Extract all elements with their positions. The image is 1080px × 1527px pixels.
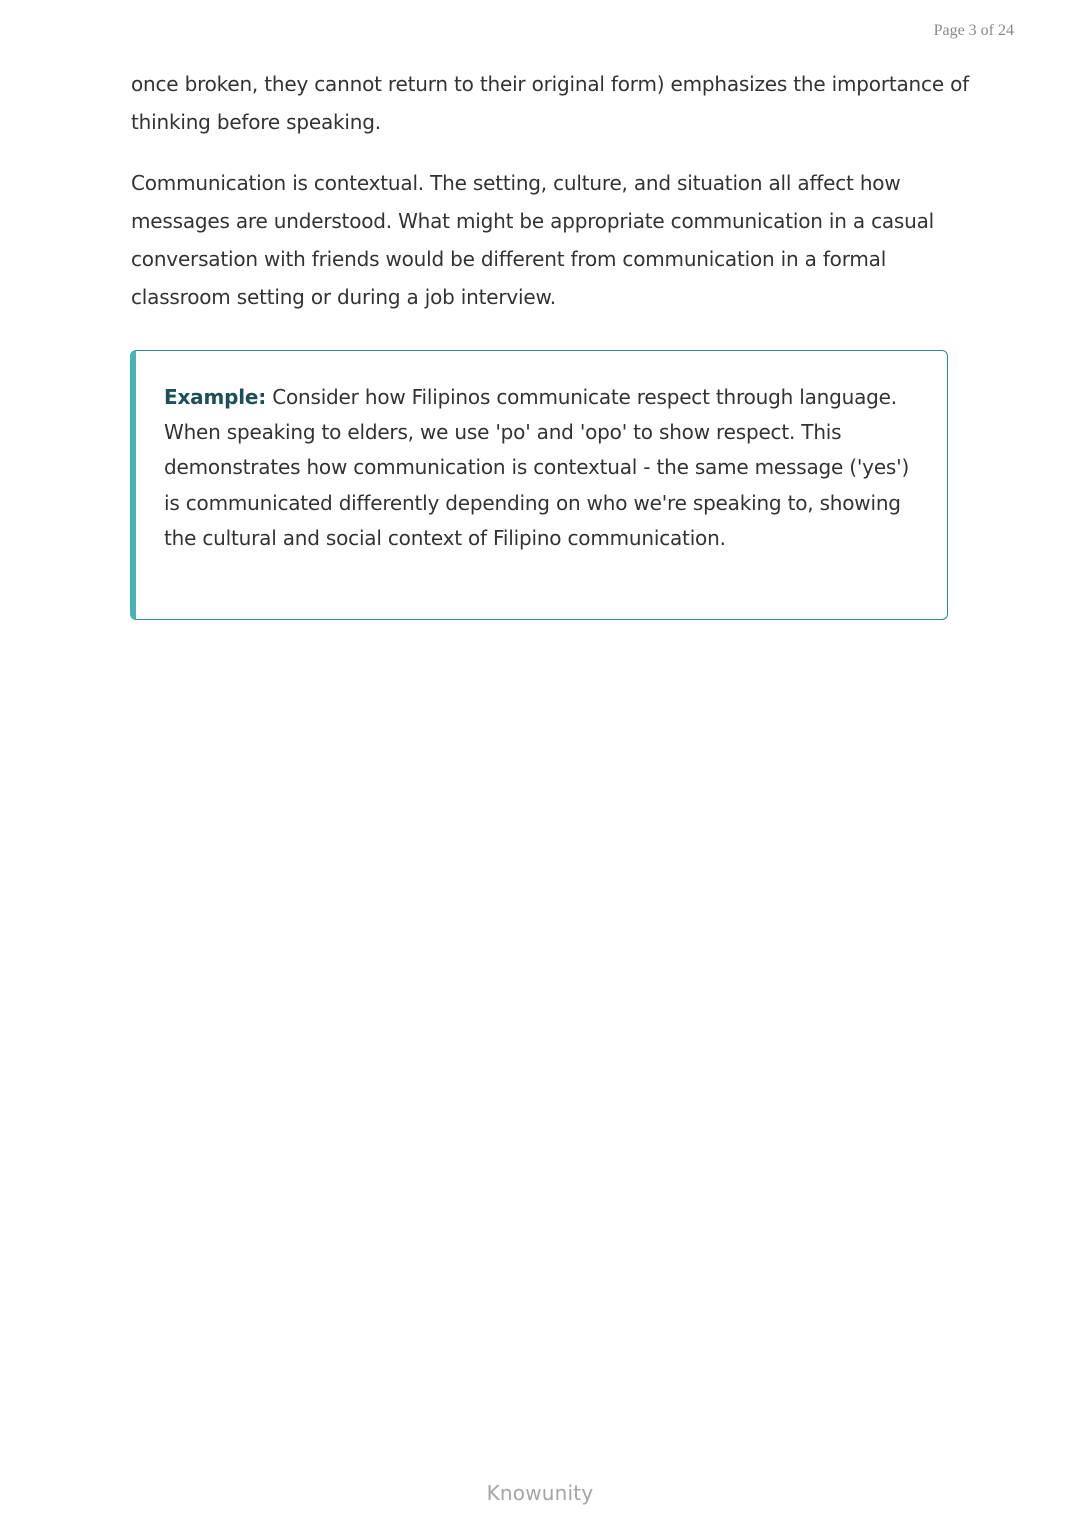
footer-brand: Knowunity: [486, 1481, 594, 1505]
paragraph-contextual: Communication is contextual. The setting, culture, and situation all affect how messages are understood. What might be appropriate communication in a casual conversation with friends would be different from communication in a formal classroom setting or during a job interview.: [131, 171, 935, 309]
example-body: [164, 380, 924, 556]
example-label: Example:: [164, 385, 267, 409]
example-text: Consider how Filipinos communicate respect through language. When speaking to elders, we use 'po' and 'opo' to show respect. This demonstrates how communication is contextual - the same message ('yes') is communicated differently depending on who we're speaking to, showing the cultural and social context of Filipino communication.: [164, 385, 910, 550]
example-callout: [130, 350, 948, 620]
paragraph-continuation: once broken, they cannot return to their original form) emphasizes the importance of thinking before speaking.: [131, 72, 969, 134]
page-number: Page 3 of 24: [933, 22, 1014, 39]
